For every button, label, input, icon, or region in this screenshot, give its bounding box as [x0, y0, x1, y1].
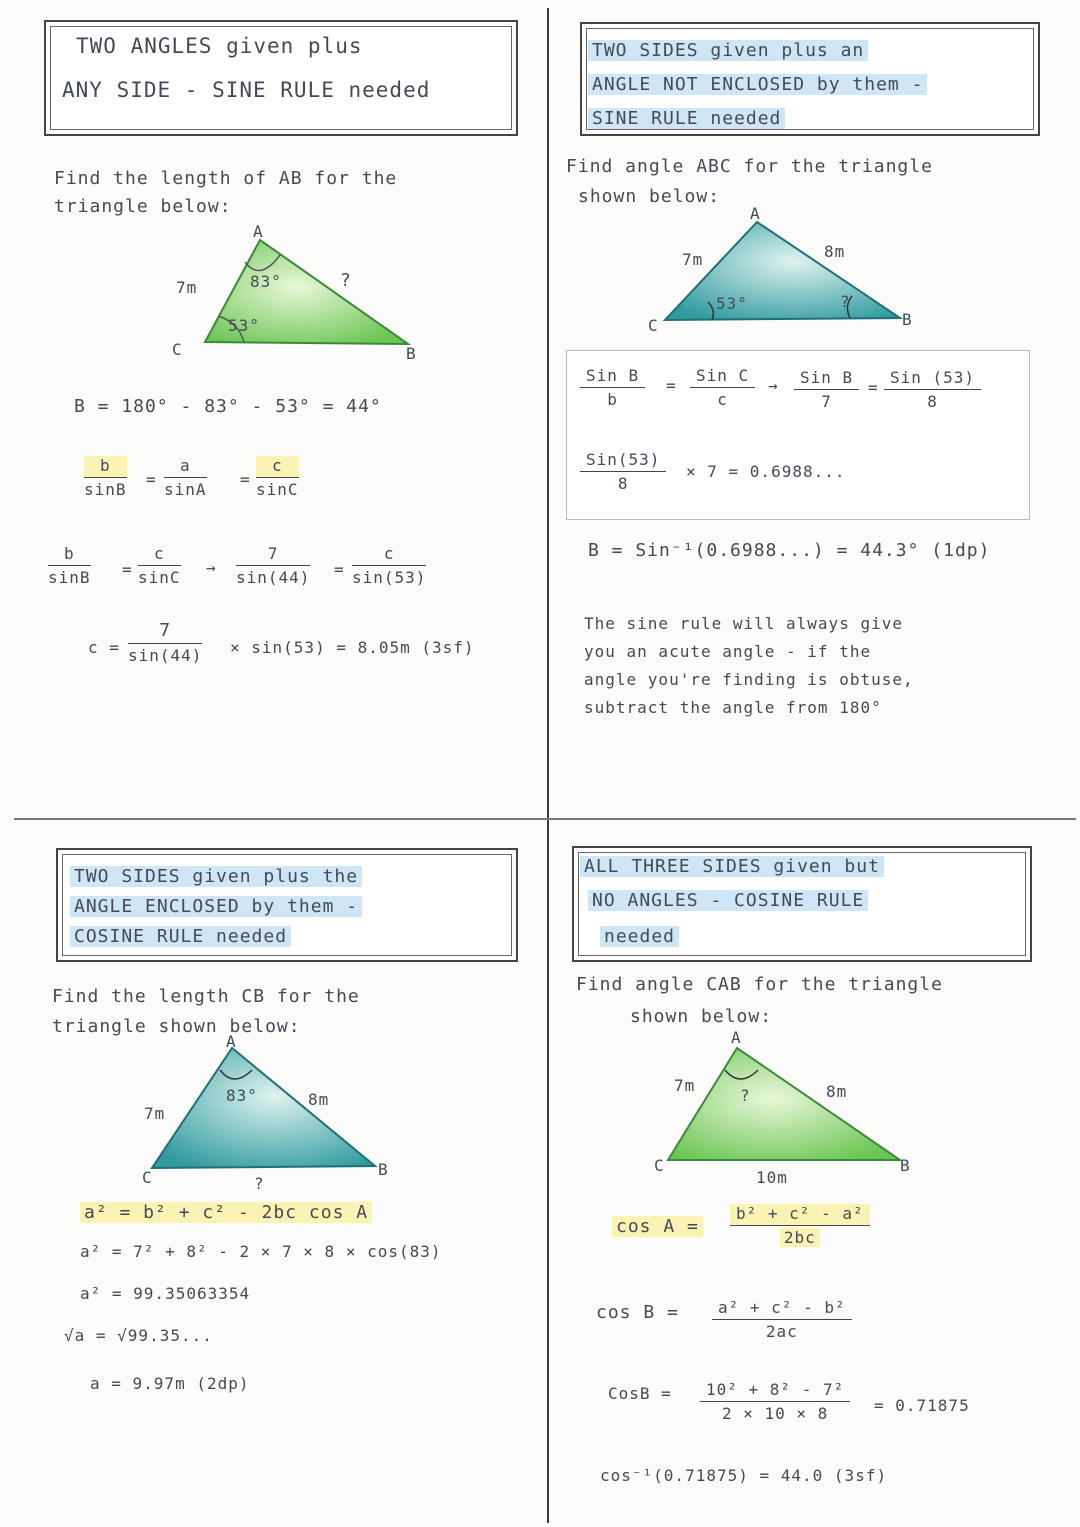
q1-vertex-a: A [253, 222, 264, 241]
q1-question-line2: triangle below: [54, 196, 232, 217]
q1-calc-tail: × sin(53) = 8.05m (3sf) [230, 638, 475, 657]
q4-angle-a: ? [740, 1086, 751, 1105]
q4-triangle [668, 1048, 900, 1160]
q1-title-line2: ANY SIDE - SINE RULE needed [62, 78, 431, 102]
q4-cosb2-lhs: CosB = [608, 1384, 672, 1403]
q1-rule-frac1: $\frac{b}{\sin B}$ [84, 456, 127, 499]
q3-angle-a: 83° [226, 1086, 258, 1105]
q4-title-line2: NO ANGLES - COSINE RULE [588, 890, 868, 911]
q1-angle-a: 83° [250, 272, 282, 291]
q4-cosa-lhs: cos A = [612, 1216, 703, 1237]
q2-title-line3: SINE RULE needed [588, 108, 785, 129]
q3-line1: a² = b² + c² - 2bc cos A [80, 1202, 372, 1223]
q2-rule-eq2: = [868, 378, 879, 397]
q3-line2: a² = 7² + 8² - 2 × 7 × 8 × cos(83) [80, 1242, 442, 1261]
q3-triangle [152, 1048, 375, 1168]
q2-rule-frac4: Sin (53) 8 [884, 368, 981, 411]
q2-side-ac: 7m [682, 250, 704, 269]
q4-vertex-c: C [654, 1156, 665, 1175]
q2-question-line1: Find angle ABC for the triangle [566, 156, 933, 177]
q1-sub-eq1: = [122, 560, 133, 579]
q4-question-line2: shown below: [630, 1006, 773, 1027]
q1-angle-c: 53° [228, 316, 260, 335]
q2-question-line2: shown below: [578, 186, 721, 207]
q4-question-line1: Find angle CAB for the triangle [576, 974, 943, 995]
q4-side-cb: 10m [756, 1168, 788, 1187]
q3-question-line2: triangle shown below: [52, 1016, 301, 1037]
q1-question-line1: Find the length of AB for the [54, 168, 398, 189]
q2-rule-frac3: Sin B 7 [794, 368, 859, 411]
q2-rule-arrow: → [768, 376, 779, 395]
q2-side-ab: 8m [824, 242, 846, 261]
q4-cosb-frac: $\frac{\text{a² + c² - b²}}{2ac}$ [712, 1298, 852, 1341]
q4-cosa-frac: $\frac{\text{b² + c² - a²}}{2bc}$ [730, 1204, 870, 1247]
q2-vertex-b: B [902, 310, 913, 329]
q4-title-line3: needed [600, 926, 679, 947]
q1-sub-frac2: $\frac{c}{\sin C}$ [138, 544, 181, 587]
q2-angle-b: ? [840, 292, 851, 311]
q3-title-line2: ANGLE ENCLOSED by them - [70, 896, 362, 917]
q1-vertex-c: C [172, 340, 183, 359]
q1-side-ab: ? [340, 270, 352, 291]
q3-line4: √a = √99.35... [64, 1326, 213, 1345]
q4-cosb-lhs: cos B = [596, 1302, 679, 1323]
q1-step1: B = 180° - 83° - 53° = 44° [74, 396, 382, 417]
q2-calc-frac: Sin(53) 8 [580, 450, 666, 493]
q4-vertex-b: B [900, 1156, 911, 1175]
q4-result: cos⁻¹(0.71875) = 44.0 (3sf) [600, 1466, 888, 1485]
q2-title-line1: TWO SIDES given plus an [588, 40, 868, 61]
q2-note-line4: subtract the angle from 180° [584, 698, 882, 717]
q1-sub-frac1: $\frac{b}{\sin B}$ [48, 544, 91, 587]
q1-calc-frac: $\frac{7}{\sin(44)}$ [128, 620, 203, 665]
q2-note-line3: angle you're finding is obtuse, [584, 670, 914, 689]
q1-sub-arrow: → [206, 558, 217, 577]
q3-vertex-b: B [378, 1160, 389, 1179]
q3-vertex-c: C [142, 1168, 153, 1187]
q4-title-line1: ALL THREE SIDES given but [580, 856, 884, 877]
q2-note-line2: you an acute angle - if the [584, 642, 872, 661]
q2-note-line1: The sine rule will always give [584, 614, 903, 633]
q4-side-ab: 8m [826, 1082, 848, 1101]
q2-calc-tail: × 7 = 0.6988... [686, 462, 846, 481]
q1-sub-frac3: $\frac{7}{\sin(44)}$ [236, 544, 311, 587]
q3-side-ac: 7m [144, 1104, 166, 1123]
q3-line5: a = 9.97m (2dp) [90, 1374, 250, 1393]
q3-side-cb: ? [254, 1174, 265, 1193]
q1-vertex-b: B [406, 344, 417, 363]
q1-sub-frac4: $\frac{c}{\sin(53)}$ [352, 544, 427, 587]
q1-rule-eq2: = [240, 470, 251, 489]
q4-cosb2-frac: $\frac{\text{10² + 8² - 7²}}{2 \times 10 \times 8}$ [700, 1380, 850, 1423]
q1-rule-eq1: = [146, 470, 157, 489]
q1-rule-frac3: $\frac{c}{\sin C}$ [256, 456, 299, 499]
q2-rule-frac2: Sin C c [690, 366, 755, 409]
q2-rule-frac1: Sin B b [580, 366, 645, 409]
q2-result: B = Sin⁻¹(0.6988...) = 44.3° (1dp) [588, 540, 991, 561]
q1-sub-eq2: = [334, 560, 345, 579]
q2-vertex-a: A [750, 204, 761, 223]
q4-cosb2-tail: = 0.71875 [874, 1396, 970, 1415]
q4-side-ac: 7m [674, 1076, 696, 1095]
q3-title-line3: COSINE RULE needed [70, 926, 291, 947]
q3-question-line1: Find the length CB for the [52, 986, 360, 1007]
q3-title-line1: TWO SIDES given plus the [70, 866, 362, 887]
q4-vertex-a: A [731, 1028, 742, 1047]
q1-title-line1: TWO ANGLES given plus [76, 34, 363, 58]
q2-vertex-c: C [648, 316, 659, 335]
q1-calc-lhs: c = [88, 638, 120, 657]
q2-angle-c: 53° [716, 294, 748, 313]
q2-title-line2: ANGLE NOT ENCLOSED by them - [588, 74, 927, 95]
q1-rule-frac2: $\frac{a}{\sin A}$ [164, 456, 207, 499]
q2-triangle [665, 222, 900, 320]
q3-vertex-a: A [226, 1032, 237, 1051]
q3-side-ab: 8m [308, 1090, 330, 1109]
q1-side-ac: 7m [176, 278, 198, 297]
q3-line3: a² = 99.35063354 [80, 1284, 251, 1303]
q2-rule-eq1: = [666, 376, 677, 395]
